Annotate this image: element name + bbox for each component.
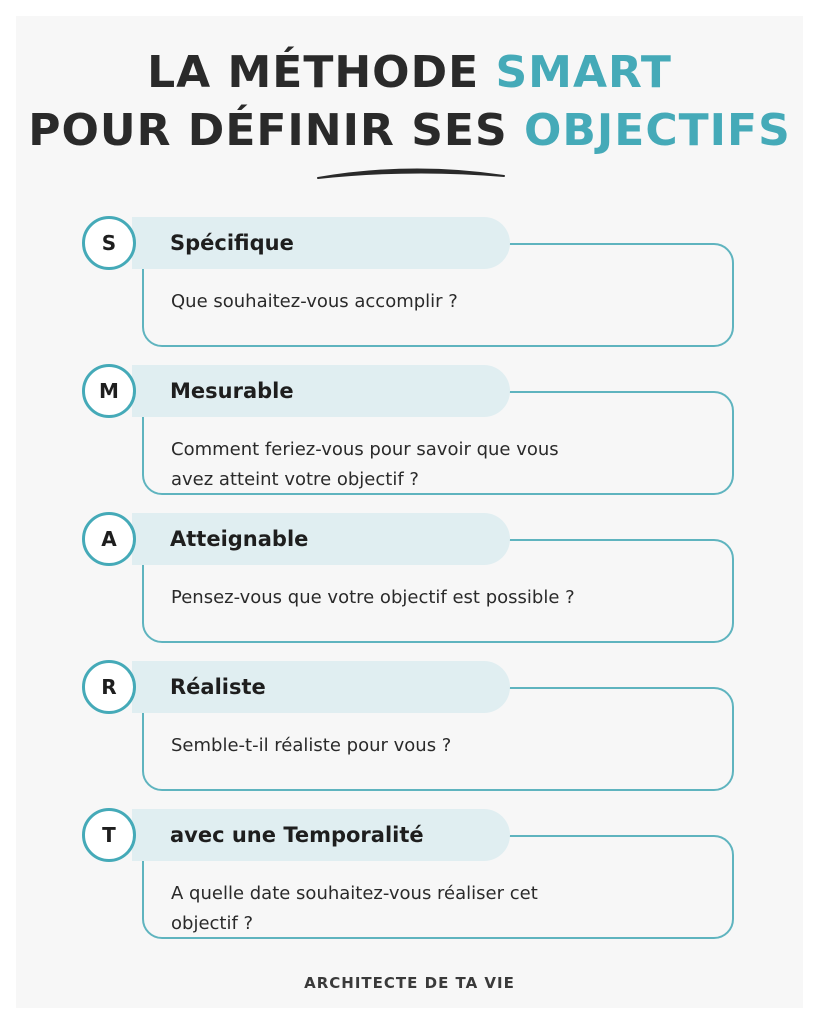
letter-badge: R <box>82 660 136 714</box>
letter-badge: A <box>82 512 136 566</box>
item-description: Que souhaitez-vous accomplir ? <box>171 291 458 312</box>
item-description: Pensez-vous que votre objectif est possible ? <box>171 587 575 608</box>
letter-badge: M <box>82 364 136 418</box>
title-accent-objectifs: OBJECTIFS <box>523 105 791 156</box>
smart-item-r <box>16 661 803 796</box>
smart-item-a <box>16 513 803 648</box>
item-title: avec une Temporalité <box>170 823 424 847</box>
item-title: Atteignable <box>170 527 309 551</box>
title-line-1 <box>16 44 803 102</box>
item-title: Mesurable <box>170 379 294 403</box>
item-description: Comment feriez-vous pour savoir que vous avez atteint votre objectif ? <box>171 439 559 490</box>
smart-item-m <box>16 365 803 500</box>
letter-badge: T <box>82 808 136 862</box>
title-line-1-text: LA MÉTHODE <box>147 47 496 98</box>
swoosh-divider <box>316 166 506 186</box>
title-line-2-text: POUR DÉFINIR SES <box>28 105 524 156</box>
page-title <box>16 44 803 160</box>
item-title: Spécifique <box>170 231 294 255</box>
letter-badge: S <box>82 216 136 270</box>
smart-item-s <box>16 217 803 352</box>
title-accent-smart: SMART <box>495 47 672 98</box>
item-title: Réaliste <box>170 675 266 699</box>
title-line-2 <box>16 102 803 160</box>
item-description: Semble-t-il réaliste pour vous ? <box>171 735 452 756</box>
item-description: A quelle date souhaitez-vous réaliser cet objectif ? <box>171 883 538 934</box>
infographic <box>16 16 803 1008</box>
smart-item-t <box>16 809 803 944</box>
footer-brand: ARCHITECTE DE TA VIE <box>304 974 515 992</box>
